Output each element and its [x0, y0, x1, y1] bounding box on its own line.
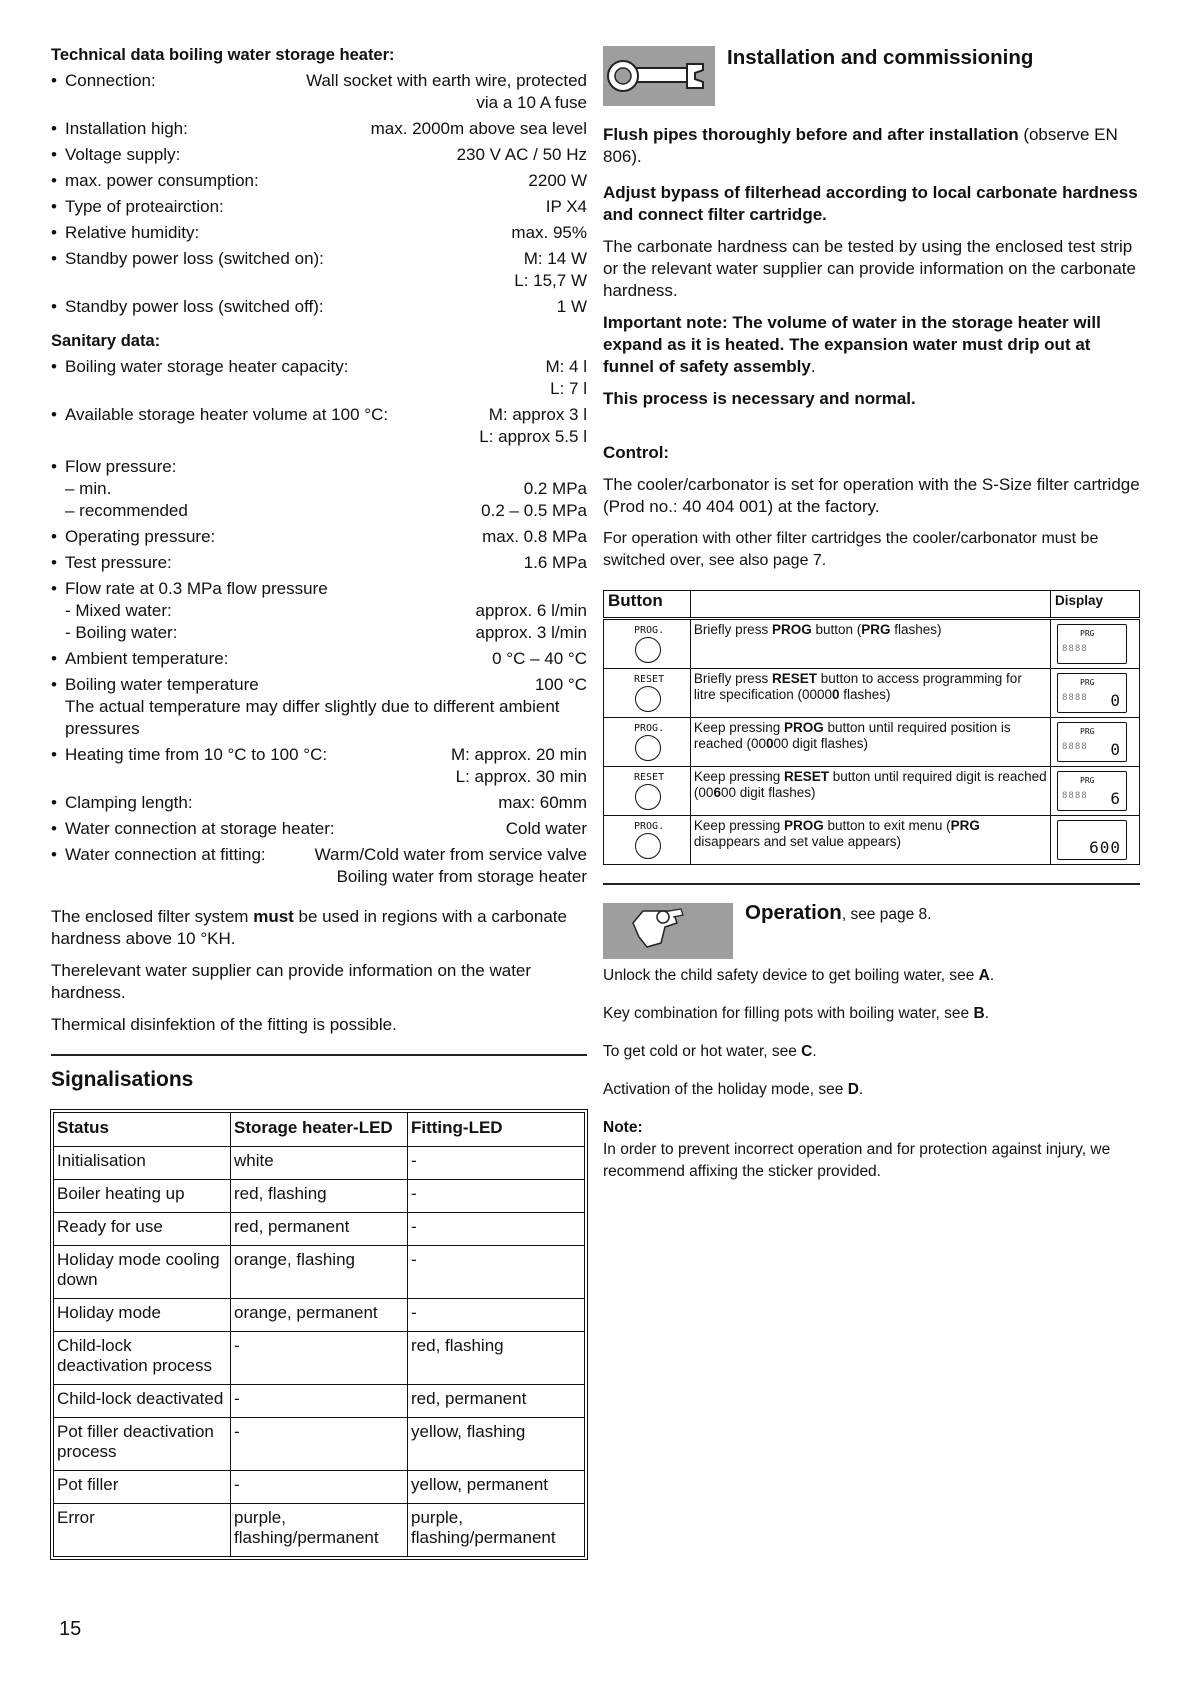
fitting-connection-value: Warm/Cold water from service valve — [314, 845, 587, 864]
control-row — [604, 767, 1140, 816]
flush-pipes-paragraph: Flush pipes thoroughly before and after installation (observe EN 806). — [603, 125, 1118, 166]
spec-value: 230 V AC / 50 Hz — [456, 145, 587, 164]
lcd-display — [1057, 624, 1127, 664]
heating-time-value-l: L: approx. 30 min — [455, 767, 587, 786]
spec-value: max. 95% — [511, 223, 587, 242]
fitting-connection-item — [51, 844, 587, 888]
control-display-cell — [1051, 816, 1140, 865]
description-column-header — [690, 591, 1050, 619]
operation-line: To get cold or hot water, see C. — [603, 1043, 817, 1060]
control-button-cell — [604, 816, 691, 865]
bypass-paragraph: Adjust bypass of filterhead according to local carbonate hardness and connect filter cartridge. — [603, 183, 1138, 224]
table-cell: purple, flashing/permanent — [231, 1504, 408, 1557]
sanitary-specs-list — [51, 356, 587, 448]
control-table — [603, 590, 1140, 865]
control-row — [604, 718, 1140, 767]
heating-time-item — [51, 744, 587, 788]
spec-value: max: 60mm — [498, 793, 587, 812]
table-row — [54, 1504, 585, 1557]
right-column — [603, 46, 1143, 1199]
spec-item — [51, 170, 587, 192]
spec-label: • Clamping length: — [51, 792, 193, 814]
table-cell: Holiday mode — [54, 1299, 231, 1332]
fitting-connection-label: • Water connection at fitting: — [51, 844, 266, 866]
table-row — [54, 1418, 585, 1471]
boil-temp-note: The actual temperature may differ slightly due to different ambient pressures — [65, 697, 560, 738]
control-row — [604, 619, 1140, 669]
mixed-water-value: approx. 6 l/min — [475, 601, 587, 620]
spec-item — [51, 196, 587, 218]
lcd-display — [1057, 820, 1127, 860]
spec-item — [51, 118, 587, 140]
table-cell: - — [408, 1299, 585, 1332]
table-cell: yellow, permanent — [408, 1471, 585, 1504]
boil-temp-item — [51, 674, 587, 740]
boiling-water-value: approx. 3 l/min — [475, 623, 587, 642]
spec-item — [51, 404, 587, 448]
flow-min-value: 0.2 MPa — [523, 479, 587, 498]
table-cell: Child-lock deactivated — [54, 1385, 231, 1418]
lcd-ghost-digits: 8888 — [1062, 742, 1088, 752]
lcd-ghost-digits: 8888 — [1062, 791, 1088, 801]
table-row — [54, 1471, 585, 1504]
spec-item — [51, 792, 587, 814]
spec-label: • Standby power loss (switched off): — [51, 296, 324, 318]
spec-value: 1 W — [556, 297, 587, 316]
button-column-header: Button — [604, 591, 691, 619]
table-row — [54, 1147, 585, 1180]
spec-item — [51, 296, 587, 318]
sig-header-cell: Status — [54, 1113, 231, 1147]
display-column-header: Display — [1051, 591, 1140, 619]
table-cell: orange, permanent — [231, 1299, 408, 1332]
table-row — [54, 1385, 585, 1418]
control-button-cell — [604, 669, 691, 718]
table-row — [54, 1213, 585, 1246]
control-row — [604, 669, 1140, 718]
process-paragraph: This process is necessary and normal. — [603, 389, 916, 408]
lcd-digits: 600 — [1089, 838, 1122, 857]
control-description: Keep pressing RESET button until required digit is reached (00600 digit flashes) — [690, 767, 1050, 816]
connection-specs-list — [51, 792, 587, 840]
spec-value: M: approx 3 l — [488, 405, 587, 424]
spec-value-2: via a 10 A fuse — [476, 93, 587, 112]
sig-header-cell: Fitting-LED — [408, 1113, 585, 1147]
spec-label: • Connection: — [51, 70, 156, 92]
button-label: PROG. — [634, 723, 665, 734]
operation-heading: Operation, see page 8. — [745, 901, 932, 924]
section-divider — [51, 1054, 587, 1056]
table-cell: - — [231, 1332, 408, 1385]
control-button-cell — [604, 619, 691, 669]
button-label: RESET — [634, 772, 665, 783]
operation-divider — [603, 883, 1140, 885]
table-row — [54, 1246, 585, 1299]
table-cell: Error — [54, 1504, 231, 1557]
operation-line: Unlock the child safety device to get boiling water, see A. — [603, 967, 995, 984]
lcd-display — [1057, 722, 1127, 762]
table-cell: Ready for use — [54, 1213, 231, 1246]
spec-value: IP X4 — [545, 197, 587, 216]
disinfection-paragraph: Thermical disinfektion of the fitting is possible. — [51, 1015, 397, 1034]
control-display-cell — [1051, 669, 1140, 718]
operation-line: Key combination for filling pots with boiling water, see B. — [603, 1005, 989, 1022]
table-cell: - — [408, 1213, 585, 1246]
lcd-ghost-digits: 8888 — [1062, 644, 1088, 654]
tech-specs-list — [51, 70, 587, 318]
fitting-connection-value2: Boiling water from storage heater — [336, 867, 587, 886]
flow-rate-item — [51, 578, 587, 644]
button-circle-icon — [635, 833, 661, 859]
lcd-prg-indicator: PRG — [1080, 776, 1095, 785]
spec-label: • max. power consumption: — [51, 170, 259, 192]
spec-item — [51, 552, 587, 574]
spec-value-2: L: 15,7 W — [514, 271, 587, 290]
spec-value-2: L: 7 l — [550, 379, 587, 398]
button-circle-icon — [635, 637, 661, 663]
button-label: PROG. — [634, 625, 665, 636]
spec-label: • Test pressure: — [51, 552, 172, 574]
lcd-digits: 0 — [1110, 691, 1122, 710]
table-cell: red, flashing — [408, 1332, 585, 1385]
ambient-temp-value: 0 °C – 40 °C — [492, 649, 587, 668]
tech-data-title: Technical data boiling water storage heater: — [51, 46, 395, 64]
control-description: Briefly press RESET button to access programming for litre specification (00000 flashes) — [690, 669, 1050, 718]
spec-value: 1.6 MPa — [523, 553, 587, 572]
note-text: In order to prevent incorrect operation and for protection against injury, we recommend affixing the sticker provided. — [603, 1141, 1111, 1180]
control-description: Keep pressing PROG button to exit menu (PRG disappears and set value appears) — [690, 816, 1050, 865]
control-display-cell — [1051, 619, 1140, 669]
table-cell: - — [231, 1385, 408, 1418]
control-button-cell — [604, 767, 691, 816]
button-circle-icon — [635, 735, 661, 761]
sanitary-title: Sanitary data: — [51, 332, 161, 350]
flow-rec-label: – recommended — [65, 501, 188, 520]
ambient-temp-label: • Ambient temperature: — [51, 648, 228, 670]
control-button-cell — [604, 718, 691, 767]
spec-value: Cold water — [505, 819, 587, 838]
boiling-water-label: - Boiling water: — [65, 623, 178, 642]
spec-label: • Available storage heater volume at 100 °C: — [51, 404, 388, 426]
filter-system-paragraph: The enclosed filter system must be used in regions with a carbonate hardness above 10 °KH. — [51, 907, 567, 948]
pressure-specs-list — [51, 526, 587, 574]
table-cell: Initialisation — [54, 1147, 231, 1180]
ambient-temp-item — [51, 648, 587, 670]
note-title: Note: — [603, 1119, 643, 1136]
spec-value: Wall socket with earth wire, protected — [306, 71, 587, 90]
boil-temp-label: • Boiling water temperature — [51, 674, 259, 696]
heating-time-label: • Heating time from 10 °C to 100 °C: — [51, 744, 327, 766]
table-cell: red, flashing — [231, 1180, 408, 1213]
spec-item — [51, 70, 587, 114]
wrench-icon — [603, 46, 715, 106]
table-cell: purple, flashing/permanent — [408, 1504, 585, 1557]
table-cell: - — [231, 1471, 408, 1504]
signalisations-table — [53, 1112, 585, 1557]
table-cell: Child-lock deactivation process — [54, 1332, 231, 1385]
signalisations-title: Signalisations — [51, 1068, 194, 1091]
table-cell: red, permanent — [231, 1213, 408, 1246]
control-row — [604, 816, 1140, 865]
table-cell: Holiday mode cooling down — [54, 1246, 231, 1299]
table-cell: Pot filler — [54, 1471, 231, 1504]
lcd-digits: 6 — [1110, 789, 1122, 808]
spec-item — [51, 356, 587, 400]
spec-label: • Standby power loss (switched on): — [51, 248, 324, 270]
lcd-prg-indicator: PRG — [1080, 727, 1095, 736]
table-cell: yellow, flashing — [408, 1418, 585, 1471]
spec-item — [51, 222, 587, 244]
spec-label: • Relative humidity: — [51, 222, 199, 244]
operation-line: Activation of the holiday mode, see D. — [603, 1081, 864, 1098]
spec-item — [51, 818, 587, 840]
spec-item — [51, 526, 587, 548]
flow-rec-value: 0.2 – 0.5 MPa — [481, 501, 587, 520]
carbonate-paragraph: The carbonate hardness can be tested by using the enclosed test strip or the relevant water supplier can provide information on the carbonate hardness. — [603, 237, 1136, 300]
spec-label: • Operating pressure: — [51, 526, 215, 548]
button-circle-icon — [635, 686, 661, 712]
spec-label: • Voltage supply: — [51, 144, 180, 166]
hand-tap-icon — [603, 903, 733, 959]
important-note-paragraph: Important note: The volume of water in the storage heater will expand as it is heated. The expansion water must drip out at funnel of safety assembly. — [603, 313, 1101, 376]
flow-pressure-label: • Flow pressure: — [51, 456, 587, 478]
lcd-ghost-digits: 8888 — [1062, 693, 1088, 703]
spec-value: M: 4 l — [545, 357, 587, 376]
left-column — [51, 46, 587, 1557]
lcd-prg-indicator: PRG — [1080, 629, 1095, 638]
sig-header-cell: Storage heater-LED — [231, 1113, 408, 1147]
spec-value: max. 2000m above sea level — [370, 119, 587, 138]
flow-min-label: – min. — [65, 479, 112, 498]
page-number: 15 — [59, 1618, 82, 1640]
spec-label: • Water connection at storage heater: — [51, 818, 335, 840]
spec-label: • Boiling water storage heater capacity: — [51, 356, 349, 378]
table-cell: red, permanent — [408, 1385, 585, 1418]
spec-item — [51, 144, 587, 166]
control-title: Control: — [603, 443, 670, 462]
lcd-prg-indicator: PRG — [1080, 678, 1095, 687]
lcd-display — [1057, 771, 1127, 811]
control-description: Briefly press PROG button (PRG flashes) — [690, 619, 1050, 669]
control-paragraph-2: For operation with other filter cartridges the cooler/carbonator must be switched over, see also page 7. — [603, 530, 1099, 569]
flow-pressure-item — [51, 456, 587, 522]
table-cell: Pot filler deactivation process — [54, 1418, 231, 1471]
table-row — [54, 1180, 585, 1213]
table-cell: - — [408, 1180, 585, 1213]
button-circle-icon — [635, 784, 661, 810]
control-description: Keep pressing PROG button until required position is reached (00000 digit flashes) — [690, 718, 1050, 767]
table-row — [54, 1299, 585, 1332]
control-display-cell — [1051, 767, 1140, 816]
spec-item — [51, 248, 587, 292]
lcd-digits: 0 — [1110, 740, 1122, 759]
control-display-cell — [1051, 718, 1140, 767]
table-cell: white — [231, 1147, 408, 1180]
button-label: RESET — [634, 674, 665, 685]
table-cell: orange, flashing — [231, 1246, 408, 1299]
mixed-water-label: - Mixed water: — [65, 601, 172, 620]
table-cell: - — [231, 1418, 408, 1471]
table-cell: - — [408, 1246, 585, 1299]
spec-value: M: 14 W — [523, 249, 587, 268]
spec-value: 2200 W — [528, 171, 587, 190]
flow-rate-label: • Flow rate at 0.3 MPa flow pressure — [51, 578, 587, 600]
spec-label: • Installation high: — [51, 118, 188, 140]
table-cell: - — [408, 1147, 585, 1180]
button-label: PROG. — [634, 821, 665, 832]
water-supplier-paragraph: Therelevant water supplier can provide information on the water hardness. — [51, 961, 532, 1002]
spec-value: max. 0.8 MPa — [482, 527, 587, 546]
installation-title: Installation and commissioning — [727, 46, 1034, 69]
heating-time-value-m: M: approx. 20 min — [450, 745, 587, 764]
boil-temp-value: 100 °C — [534, 675, 587, 694]
table-cell: Boiler heating up — [54, 1180, 231, 1213]
spec-value-2: L: approx 5.5 l — [479, 427, 587, 446]
lcd-display — [1057, 673, 1127, 713]
table-row — [54, 1332, 585, 1385]
operation-list — [603, 965, 1143, 1101]
control-paragraph-1: The cooler/carbonator is set for operation with the S-Size filter cartridge (Prod no.: 40 404 001) at the factory. — [603, 475, 1140, 516]
spec-label: • Type of proteairction: — [51, 196, 224, 218]
